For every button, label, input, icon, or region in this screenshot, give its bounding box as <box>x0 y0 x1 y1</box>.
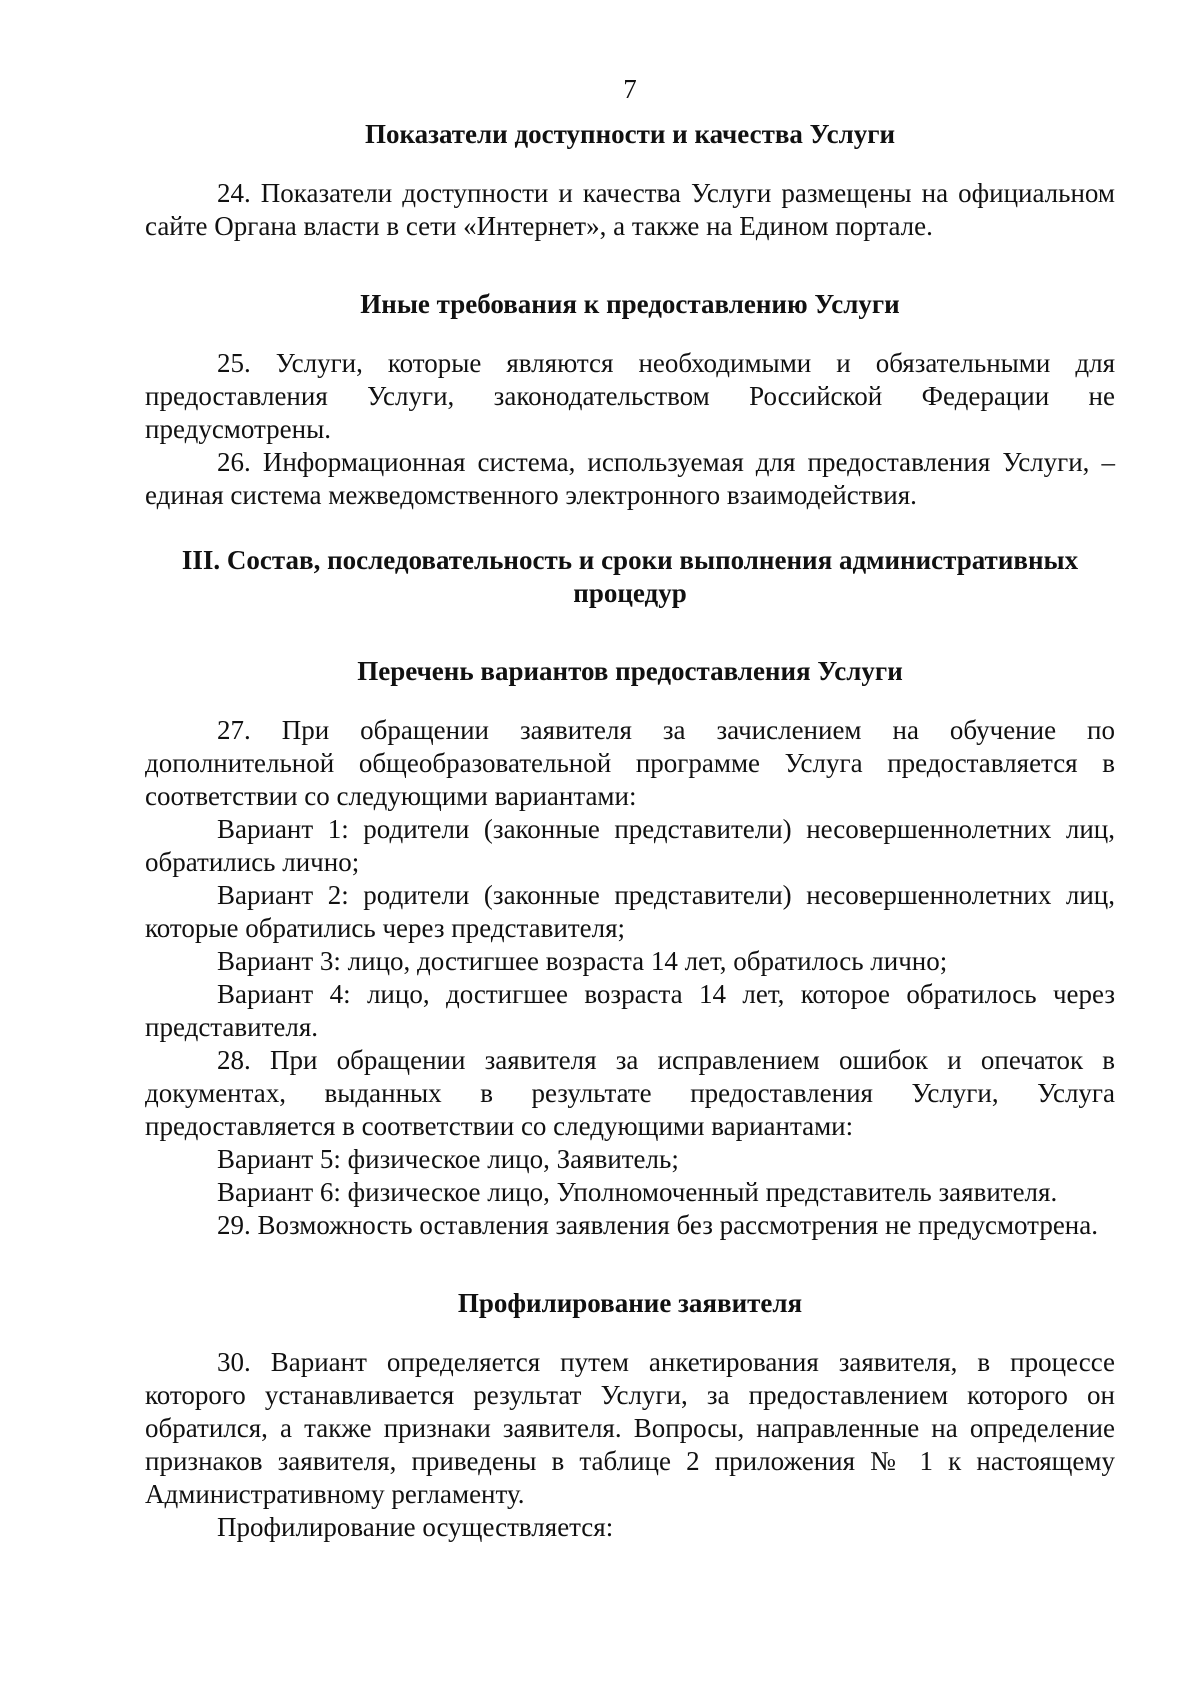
variant-3: Вариант 3: лицо, достигшее возраста 14 лет, обратилось лично; <box>217 946 948 976</box>
document-body <box>145 118 1115 1544</box>
heading-applicant-profiling: Профилирование заявителя <box>457 1288 803 1318</box>
paragraph-26: 26. Информационная система, используемая для предоставления Услуги, – единая система межведомственного электронного взаимодействия. <box>145 447 1115 510</box>
heading-variants-list: Перечень вариантов предоставления Услуги <box>357 656 903 686</box>
section-title-iii: III. Состав, последовательность и сроки выполнения административных процедур <box>181 545 1079 608</box>
paragraph-28: 28. При обращении заявителя за исправлением ошибок и опечаток в документах, выданных в результате предоставления Услуги, Услуга предоставляется в соответствии со следующими вариантами: <box>145 1045 1115 1141</box>
paragraph-25: 25. Услуги, которые являются необходимыми и обязательными для предоставления Услуги, законодательством Российской Федерации не предусмотрены. <box>145 348 1115 444</box>
heading-other-requirements: Иные требования к предоставлению Услуги <box>360 289 900 319</box>
paragraph-30: 30. Вариант определяется путем анкетирования заявителя, в процессе которого устанавливается результат Услуги, за предоставлением которого он обратился, а также признаки заявителя. Вопросы, направленные на определение признаков заявителя, приведены в таблице 2 приложения № 1 к настоящему Административному регламенту. <box>145 1347 1115 1509</box>
page-number: 7 <box>623 74 637 104</box>
paragraph-27: 27. При обращении заявителя за зачислением на обучение по дополнительной общеобразовательной программе Услуга предоставляется в соответствии со следующими вариантами: <box>145 715 1115 811</box>
paragraph-24: 24. Показатели доступности и качества Услуги размещены на официальном сайте Органа власти в сети «Интернет», а также на Едином портале. <box>145 178 1115 241</box>
variant-5: Вариант 5: физическое лицо, Заявитель; <box>217 1144 679 1174</box>
variant-2: Вариант 2: родители (законные представители) несовершеннолетних лиц, которые обратились через представителя; <box>145 880 1115 943</box>
variant-4: Вариант 4: лицо, достигшее возраста 14 лет, которое обратилось через представителя. <box>145 979 1115 1042</box>
paragraph-profiling-intro: Профилирование осуществляется: <box>217 1512 614 1542</box>
variant-6: Вариант 6: физическое лицо, Уполномоченный представитель заявителя. <box>217 1177 1058 1207</box>
variant-1: Вариант 1: родители (законные представители) несовершеннолетних лиц, обратились лично; <box>145 814 1115 877</box>
paragraph-29: 29. Возможность оставления заявления без рассмотрения не предусмотрена. <box>217 1210 1098 1240</box>
heading-availability-quality: Показатели доступности и качества Услуги <box>364 119 896 149</box>
